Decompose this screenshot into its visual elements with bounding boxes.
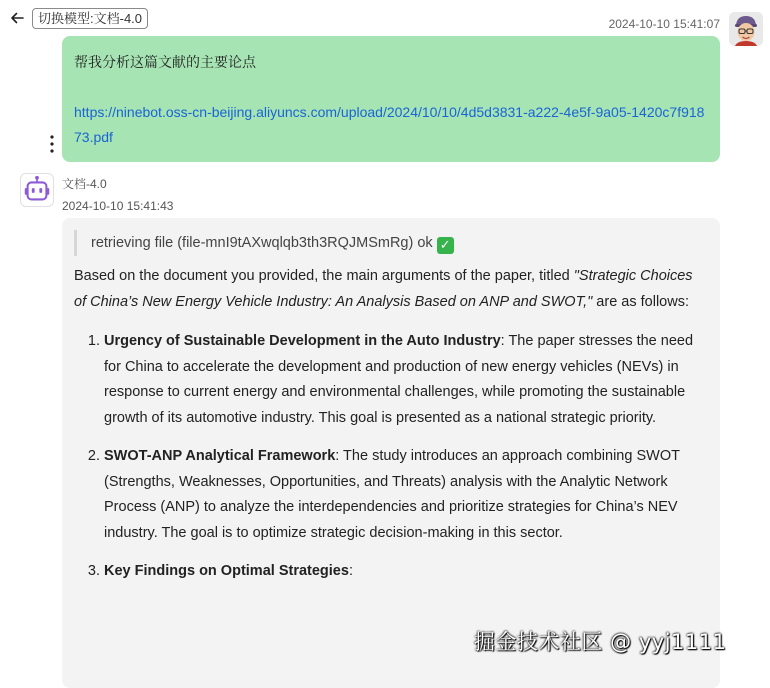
arrow-left-icon[interactable] <box>8 9 26 27</box>
retrieval-status-text: retrieving file (file-mnI9tAXwqlqb3th3RQJMSmRg) ok <box>91 235 433 251</box>
user-avatar <box>729 12 763 46</box>
bot-message-bubble <box>62 218 720 688</box>
paper-title: "Strategic Choices of China’s New Energy Vehicle Industry: An Analysis Based on ANP and SWOT," <box>74 268 693 310</box>
robot-icon <box>21 174 53 206</box>
list-item <box>104 444 708 546</box>
intro-after-text: are as follows: <box>592 293 689 310</box>
bot-name: 文档-4.0 <box>62 177 107 191</box>
user-message-text: 帮我分析这篇文献的主要论点 <box>74 54 256 70</box>
list-item <box>104 329 708 431</box>
retrieval-status-quote <box>74 230 708 256</box>
list-item-heading: Urgency of Sustainable Development in the Auto Industry <box>104 333 501 349</box>
vertical-ellipsis-icon[interactable] <box>44 134 60 154</box>
list-item-body: : The paper stresses the need for China to accelerate the development and production of new energy vehicles (NEVs) in response to current energy and environmental challenges, while promoting the sustainable growth of its automotive industry. This goal is presented as a national strategic priority. <box>104 333 694 426</box>
pdf-link[interactable]: https://ninebot.oss-cn-beijing.aliyuncs.com/upload/2024/10/10/4d5d3831-a222-4e5f-9a05-1420c7f91873.pdf <box>74 104 705 145</box>
list-item-heading: SWOT-ANP Analytical Framework <box>104 448 336 464</box>
answer-intro <box>74 264 708 315</box>
bot-avatar <box>20 173 54 207</box>
memoji-avatar-icon <box>729 12 763 46</box>
list-item-body: : <box>348 563 353 579</box>
model-switch-button[interactable]: 切换模型:文档-4.0 <box>32 8 148 29</box>
top-bar <box>8 6 148 30</box>
user-message-bubble <box>62 36 720 162</box>
arguments-list <box>74 329 708 585</box>
check-mark-icon: ✓ <box>437 237 454 254</box>
user-message-timestamp: 2024-10-10 15:41:07 <box>608 17 720 31</box>
list-item-body: : The study introduces an approach combining SWOT (Strengths, Weaknesses, Opportunities, and Threats) analysis with the Analytic Network Process (ANP) to analyze the interdependencies and prioritize strategies for China’s NEV industry. The goal is to optimize strategic decision-making in this sector. <box>104 448 680 541</box>
list-item-heading: Key Findings on Optimal Strategies <box>104 563 349 579</box>
bot-message-timestamp: 2024-10-10 15:41:43 <box>62 199 174 213</box>
list-item <box>104 559 708 585</box>
intro-before-text: Based on the document you provided, the main arguments of the paper, titled <box>74 268 574 284</box>
watermark: 掘金技术社区 @ yyj1111 <box>474 630 727 654</box>
